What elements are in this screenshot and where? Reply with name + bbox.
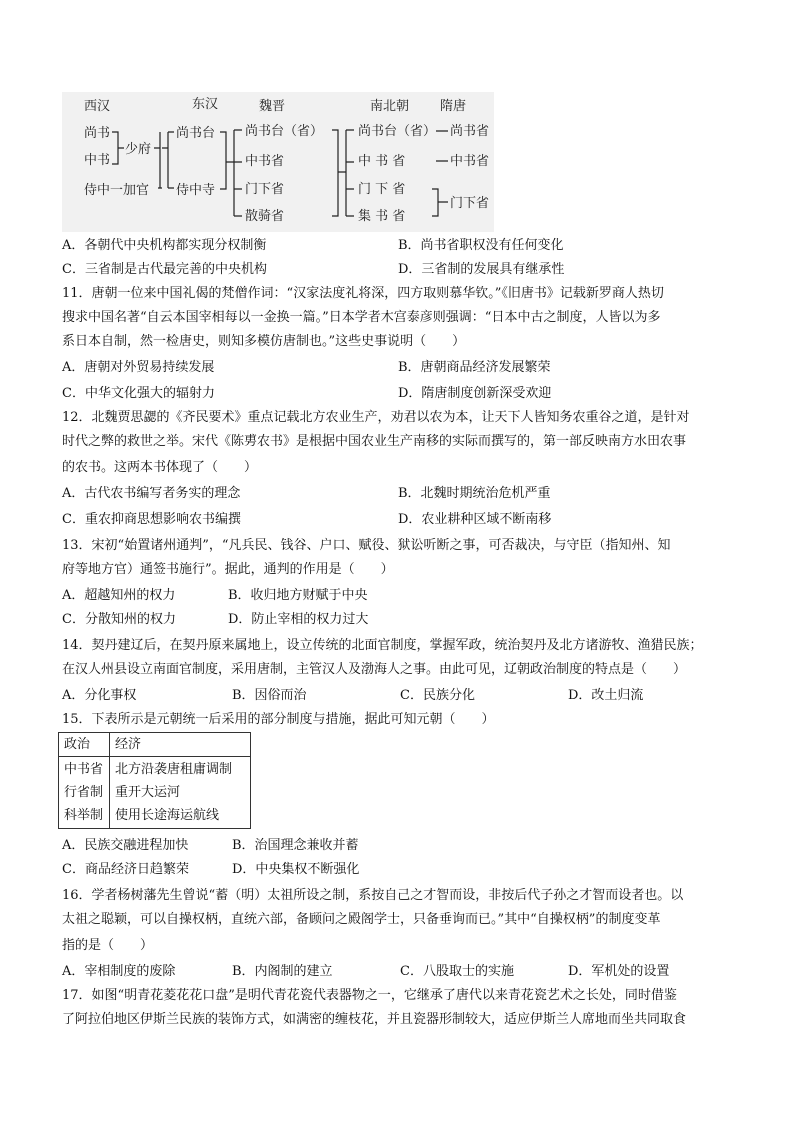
q12-option-c[interactable]: C．重农抑商思想影响农书编撰 — [62, 512, 241, 527]
economy-item: 使用长途海运航线 — [115, 808, 220, 823]
q16-option-d[interactable]: D．军机处的设置 — [568, 964, 670, 979]
q11-option-c[interactable]: C．中华文化强大的辐射力 — [62, 386, 215, 401]
politics-item: 科举制 — [64, 808, 104, 823]
q14-option-b[interactable]: B．因俗而治 — [232, 688, 307, 703]
q14-option-d[interactable]: D．改土归流 — [568, 688, 644, 703]
xihan-shangshu: 尚书 — [84, 126, 111, 141]
table-row — [59, 733, 251, 757]
donghan-shangshutai: 尚书台 — [176, 126, 216, 141]
q15-option-d[interactable]: D．中央集权不断强化 — [232, 862, 360, 877]
q15-option-a[interactable]: A．民族交融进程加快 — [62, 838, 189, 853]
q10-option-b[interactable]: B．尚书省职权没有任何变化 — [398, 238, 564, 253]
q11-stem-line-3: 系日本自制，然一检唐史，则知多模仿唐制也。”这些史事说明（ ） — [62, 334, 466, 349]
weijin-sanqi: 散骑省 — [245, 209, 285, 224]
suitang-menxia: 门下省 — [450, 196, 490, 211]
weijin-menxia: 门下省 — [245, 182, 285, 197]
q13-option-c[interactable]: C．分散知州的权力 — [62, 612, 176, 627]
q14-stem-line-2: 在汉人州县设立南面官制度，采用唐制，主管汉人及渤海人之事。由此可见，辽朝政治制度的特点是（ ） — [62, 662, 687, 677]
nbc-jishu: 集 书 省 — [358, 209, 406, 224]
table-header-economy: 经济 — [110, 733, 251, 757]
xihan-shizhong: 侍中一加官 — [84, 183, 150, 198]
q12-stem-line-3: 的农书。这两本书体现了（ ） — [62, 460, 258, 475]
header-donghan: 东汉 — [192, 97, 219, 112]
q14-option-c[interactable]: C．民族分化 — [400, 688, 475, 703]
q12-option-a[interactable]: A．古代农书编写者务实的理念 — [62, 486, 241, 501]
q11-stem-line-2: 搜求中国名著“自云本国宰相每以一金换一篇。”日本学者木宫泰彦则强调：“日本中古之制度，人皆以为多 — [62, 310, 661, 325]
q13-option-b[interactable]: B．收归地方财赋于中央 — [228, 588, 368, 603]
weijin-zhongshu: 中书省 — [245, 154, 285, 169]
q10-option-a[interactable]: A．各朝代中央机构都实现分权制衡 — [62, 238, 267, 253]
q16-stem-line-1: 16．学者杨树藩先生曾说“蓄（明）太祖所设之制，系按自己之才智而设，非按后代子孙之才智而设者也。以 — [62, 888, 684, 903]
q14-option-a[interactable]: A．分化事权 — [62, 688, 137, 703]
nbc-shangshutai: 尚书台（省） — [358, 124, 437, 139]
q16-stem-line-3: 指的是（ ） — [62, 938, 154, 953]
xihan-zhongshu: 中书 — [84, 153, 111, 168]
q16-option-a[interactable]: A．宰相制度的废除 — [62, 964, 176, 979]
weijin-shangshutai: 尚书台（省） — [245, 124, 324, 139]
politics-item: 行省制 — [64, 785, 104, 800]
q10-option-c[interactable]: C．三省制是古代最完善的中央机构 — [62, 262, 267, 277]
economy-item: 北方沿袭唐租庸调制 — [115, 762, 233, 777]
q11-option-d[interactable]: D．隋唐制度创新深受欢迎 — [398, 386, 552, 401]
q13-option-a[interactable]: A．超越知州的权力 — [62, 588, 176, 603]
q17-stem-line-2: 了阿拉伯地区伊斯兰民族的装饰方式，如满密的缠枝花，并且瓷器形制较大，适应伊斯兰人席地而坐共同取食 — [62, 1012, 687, 1027]
q12-option-d[interactable]: D．农业耕种区域不断南移 — [398, 512, 552, 527]
q15-option-c[interactable]: C．商品经济日趋繁荣 — [62, 862, 189, 877]
nbc-zhongshu: 中 书 省 — [358, 154, 406, 169]
suitang-shangshu: 尚书省 — [450, 124, 490, 139]
header-xihan: 西汉 — [84, 99, 111, 114]
q16-option-c[interactable]: C．八股取士的实施 — [400, 964, 514, 979]
q12-stem-line-2: 时代之弊的救世之举。宋代《陈旉农书》是根据中国农业生产南移的实际而撰写的，第一部反映南方水田农事 — [62, 434, 687, 449]
q14-stem-line-1: 14．契丹建辽后，在契丹原来属地上，设立传统的北面官制度，掌握军政，统治契丹及北方诸游牧、渔猎民族； — [62, 638, 703, 653]
q13-stem-line-2: 府等地方官）通签书施行”。据此，通判的作用是（ ） — [62, 562, 394, 577]
q16-option-b[interactable]: B．内阁制的建立 — [232, 964, 333, 979]
central-institution-evolution-diagram — [62, 92, 494, 232]
q11-option-b[interactable]: B．唐朝商品经济发展繁荣 — [398, 360, 551, 375]
q12-option-b[interactable]: B．北魏时期统治危机严重 — [398, 486, 551, 501]
q11-stem-line-1: 11．唐朝一位来中国礼偈的梵僧作词：“汉家法度礼将深，四方取则慕华钦。”《旧唐书》记载新罗商人热切 — [62, 286, 664, 301]
q15-option-b[interactable]: B．治国理念兼收并蓄 — [232, 838, 359, 853]
q15-table — [58, 732, 251, 829]
q13-option-d[interactable]: D．防止宰相的权力过大 — [228, 612, 369, 627]
table-cell-economy — [110, 757, 251, 829]
donghan-shizhongsi: 侍中寺 — [176, 183, 216, 198]
shaofu-label: 少府 — [125, 142, 152, 157]
q10-option-d[interactable]: D．三省制的发展具有继承性 — [398, 262, 565, 277]
q12-stem-line-1: 12．北魏贾思勰的《齐民要术》重点记载北方农业生产，劝君以农为本，让天下人皆知务农重谷之道，是针对 — [62, 410, 690, 425]
diagram-svg — [62, 92, 494, 232]
suitang-zhongshu: 中书省 — [450, 154, 490, 169]
table-header-politics: 政治 — [59, 733, 110, 757]
q17-stem-line-1: 17．如图“明青花菱花花口盘”是明代青花瓷代表器物之一，它继承了唐代以来青花瓷艺术之长处，同时借鉴 — [62, 988, 677, 1003]
politics-item: 中书省 — [64, 762, 104, 777]
header-nanbeichao: 南北朝 — [370, 99, 410, 114]
q16-stem-line-2: 太祖之聪颖，可以自操权柄，直统六部，备顾问之殿阁学士，只备垂询而已。”其中“自操权柄”的制度变革 — [62, 912, 661, 927]
header-suitang: 隋唐 — [440, 99, 467, 114]
header-weijin: 魏晋 — [259, 99, 286, 114]
economy-item: 重开大运河 — [115, 785, 181, 800]
q15-stem: 15．下表所示是元朝统一后采用的部分制度与措施，据此可知元朝（ ） — [62, 712, 495, 727]
q11-option-a[interactable]: A．唐朝对外贸易持续发展 — [62, 360, 215, 375]
q13-stem-line-1: 13．宋初“始置诸州通判”，“凡兵民、钱谷、户口、赋役、狱讼听断之事，可否裁决，与守臣（指知州、知 — [62, 538, 671, 553]
table-row — [59, 757, 251, 829]
table-cell-politics — [59, 757, 110, 829]
nbc-menxia: 门 下 省 — [358, 182, 406, 197]
